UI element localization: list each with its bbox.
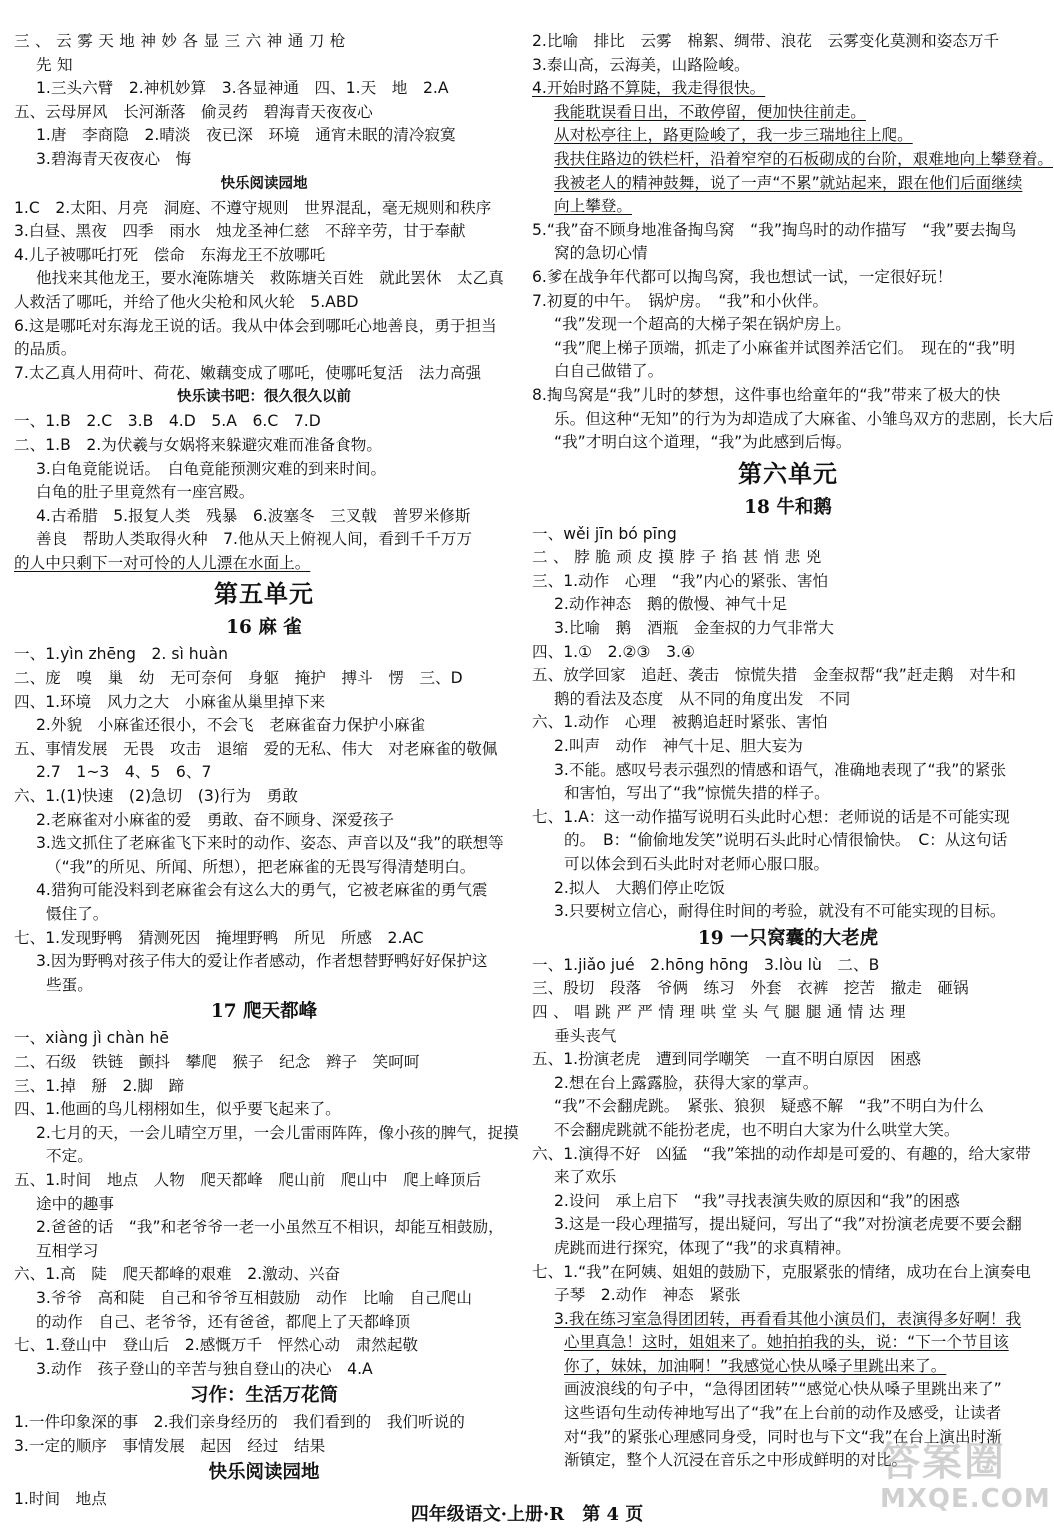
- answer-line: “我”不会翻虎跳。 紧张、狼狈 疑惑不解 “我”不明白为什么: [554, 1097, 984, 1116]
- answer-line: 五、事情发展 无畏 攻击 退缩 爱的无私、伟大 对老麻雀的敬佩: [14, 739, 498, 758]
- answer-line: 乐。但这种“无知”的行为为却造成了大麻雀、小雏鸟双方的悲剧，长大后: [554, 409, 1054, 428]
- answer-line: 向上攀登。: [554, 197, 632, 216]
- answer-line: 三、云雾天地神妙各显三六神通刀枪: [14, 32, 351, 50]
- answer-line: 7.太乙真人用荷叶、荷花、嫩藕变成了哪吒，使哪吒复活 法力高强: [14, 363, 482, 382]
- answer-line: 4.猎狗可能没料到老麻雀会有这么大的勇气，它被老麻雀的勇气震: [36, 881, 488, 900]
- answer-line: 2.设问 承上启下 “我”寻找表演失败的原因和“我”的困惑: [554, 1191, 960, 1210]
- answer-line: 8.掏鸟窝是“我”儿时的梦想，这件事也给童年的“我”带来了极大的快: [532, 385, 1001, 404]
- section-heading: 快乐阅读园地: [220, 175, 308, 192]
- answer-line: 二、庞 嗅 巢 幼 无可奈何 身躯 掩护 搏斗 愣 三、D: [14, 669, 463, 688]
- answer-line: 三、1.动作 心理 “我”内心的紧张、害怕: [532, 571, 829, 590]
- answer-line: 的动作 自己、老爷爷，还有爸爸，都爬上了天都峰顶: [36, 1312, 411, 1331]
- answer-line: 子琴 2.动作 神态 紧张: [554, 1286, 741, 1305]
- answer-line: 善良 帮助人类取得火种 7.他从天上俯视人间，看到千千万万: [36, 530, 472, 549]
- answer-line: 不会翻虎跳就不能扮老虎，也不明白大家为什么哄堂大笑。: [554, 1120, 960, 1139]
- answer-line: 2.拟人 大鹅们停止吃饭: [554, 878, 725, 897]
- answer-line: 七、1.登山中 登山后 2.感慨万千 怦然心动 肃然起敬: [14, 1336, 419, 1355]
- answer-line: 来了欢乐: [554, 1168, 617, 1187]
- left-column: [14, 30, 519, 1512]
- answer-line: 六、1.演得不好 凶猛 “我”笨拙的动作却是可爱的、有趣的，给大家带: [532, 1144, 1031, 1163]
- answer-line: 慑住了。: [46, 905, 109, 923]
- answer-line: 渐镇定，整个人沉浸在音乐之中形成鲜明的对比。: [564, 1451, 908, 1470]
- answer-line: 3.碧海青天夜夜心 悔: [36, 149, 192, 168]
- answer-line: 2.比喻 排比 云雾 棉絮、绸带、浪花 云雾变化莫测和姿态万千: [532, 32, 1000, 50]
- lesson-heading: 17 爬天都峰: [210, 1001, 318, 1023]
- unit-heading: 第六单元: [738, 458, 838, 488]
- answer-line: 一、wěi jīn bó pīng: [532, 524, 677, 543]
- answer-line: 3.比喻 鹅 酒瓶 金奎叔的力气非常大: [554, 619, 834, 638]
- answer-line: 2.七月的天，一会儿晴空万里，一会儿雷雨阵阵，像小孩的脾气，捉摸: [36, 1123, 519, 1142]
- answer-line: 二、脖脆顽皮摸脖子掐甚悄悲兇: [532, 548, 827, 567]
- answer-line: 不定。: [46, 1147, 93, 1166]
- answer-line: 六、1.(1)快速 (2)急切 (3)行为 勇敢: [14, 787, 298, 806]
- answer-line: 的品质。: [14, 340, 77, 359]
- answer-line: 2.爸爸的话 “我”和老爷爷一老一小虽然互不相识，却能互相鼓励，: [36, 1218, 504, 1237]
- answer-line: 先知: [36, 55, 79, 74]
- answer-line: 2.叫声 动作 神气十足、胆大妄为: [554, 737, 803, 756]
- answer-line: 五、云母屏风 长河渐落 偷灵药 碧海青天夜夜心: [14, 102, 373, 121]
- answer-line: 4.古希腊 5.报复人类 残暴 6.波塞冬 三叉戟 普罗米修斯: [36, 506, 471, 525]
- answer-line: 的人中只剩下一对可怜的人儿漂在水面上。: [14, 553, 311, 572]
- answer-line: 四、1.① 2.②③ 3.④: [532, 642, 695, 661]
- answer-line: 垂头丧气: [554, 1026, 617, 1045]
- answer-line: “我”发现一个超高的大梯子架在锅炉房上。: [554, 315, 851, 334]
- answer-line: 和害怕，写出了“我”惊慌失措的样子。: [564, 784, 830, 803]
- answer-line: 二、1.B 2.为伏羲与女娲将来躲避灾难而准备食物。: [14, 435, 382, 454]
- answer-line: 3.只要树立信心，耐得住时间的考验，就没有不可能实现的目标。: [554, 902, 1006, 921]
- watermark-title: 答案圈: [880, 1439, 1006, 1485]
- watermark-stamp: [880, 1439, 1051, 1530]
- answer-line: 3.白昼、黑夜 四季 雨水 烛龙圣神仁慈 不辞辛劳，甘于奉献: [14, 222, 466, 241]
- answer-line: 这些语句生动传神地写出了“我”在上台前的动作及感受，让读者: [564, 1404, 1002, 1423]
- answer-line: 3.因为野鸭对孩子伟大的爱让作者感动，作者想替野鸭好好保护这: [36, 952, 488, 971]
- answer-line: 2.动作神态 鹅的傲慢、神气十足: [554, 595, 788, 614]
- answer-line: 画波浪线的句子中，“急得团团转”“感觉心快从嗓子里跳出来了”: [564, 1380, 1002, 1399]
- answer-line: 可以体会到石头此时对老师心服口服。: [564, 855, 830, 873]
- answer-line: 2.想在台上露露脸，获得大家的掌声。: [554, 1073, 819, 1092]
- answer-line: 人救活了哪吒，并给了他火尖枪和风火轮 5.ABD: [14, 292, 359, 311]
- answer-line: 1.三头六臂 2.神机妙算 3.各显神通 四、1.天 地 2.A: [36, 79, 449, 98]
- answer-line: 鹅的看法及态度 从不同的角度出发 不同: [554, 689, 851, 708]
- answer-line: 他找来其他龙王，要水淹陈塘关 救陈塘关百姓 就此罢休 太乙真: [36, 269, 504, 288]
- answer-line: 5.“我”奋不顾身地准备掏鸟窝 “我”掏鸟时的动作描写 “我”要去掏鸟: [532, 220, 1017, 239]
- answer-line: 七、1.“我”在阿姨、姐姐的鼓励下，克服紧张的情绪，成功在台上演奏电: [532, 1262, 1031, 1281]
- lesson-heading: 18 牛和鹅: [744, 496, 832, 518]
- answer-line: 4.开始时路不算陡，我走得很快。: [532, 79, 766, 98]
- answer-line: 白龟的肚子里竟然有一座宫殿。: [36, 483, 255, 502]
- answer-line: 3.不能。感叹号表示强烈的情感和语气，准确地表现了“我”的紧张: [554, 760, 1007, 779]
- answer-line: 四、1.他画的鸟儿栩栩如生，似乎要飞起来了。: [14, 1100, 341, 1119]
- answer-line: 二、石级 铁链 颤抖 攀爬 猴子 纪念 辫子 笑呵呵: [14, 1052, 420, 1071]
- answer-line: 1.唐 李商隐 2.晴淡 夜已深 环境 通宵未眠的清冷寂寞: [36, 126, 456, 145]
- answer-line: 四、1.环境 风力之大 小麻雀从巢里掉下来: [14, 692, 326, 711]
- answer-line: 我扶住路边的铁栏杆，沿着窄窄的石板砌成的台阶，艰难地向上攀登着。: [554, 149, 1054, 168]
- answer-line: 2.外貌 小麻雀还很小，不会飞 老麻雀奋力保护小麻雀: [36, 716, 426, 735]
- answer-line: 一、xiàng jì chàn hē: [14, 1029, 169, 1048]
- answer-line: 3.爷爷 高和陡 自己和爷爷互相鼓励 动作 比喻 自己爬山: [36, 1288, 472, 1307]
- answer-line: 的。 B：“偷偷地发笑”说明石头此时心情很愉快。 C：从这句话: [564, 831, 1008, 850]
- answer-line: 四、唱跳严严情理哄堂头气腿腿通情达理: [532, 1002, 911, 1021]
- answer-line: 虎跳而进行探究，体现了“我”的求真精神。: [554, 1238, 851, 1257]
- lesson-heading: 16 麻 雀: [226, 617, 302, 639]
- answer-line: 心里真急！这时，姐姐来了。她拍拍我的头，说：“下一个节目该: [564, 1333, 1009, 1352]
- answer-line: 我被老人的精神鼓舞，说了一声“不累”就站起来，跟在他们后面继续: [554, 173, 1023, 192]
- lesson-heading: 快乐阅读园地: [208, 1462, 320, 1484]
- answer-line: 七、1.A：这一动作描写说明石头此时心想：老师说的话是不可能实现: [532, 807, 1010, 826]
- answer-line: 2.老麻雀对小麻雀的爱 勇敢、奋不顾身、深爱孩子: [36, 810, 394, 829]
- answer-line: 6.这是哪吒对东海龙王说的话。我从中体会到哪吒心地善良，勇于担当: [14, 316, 497, 335]
- answer-line: 途中的趣事: [36, 1194, 114, 1213]
- answer-line: “我”爬上梯子顶端，抓走了小麻雀并试图养活它们。 现在的“我”明: [554, 338, 1016, 357]
- answer-line: 七、1.发现野鸭 猜测死因 掩埋野鸭 所见 所感 2.AC: [14, 928, 424, 947]
- answer-line: 六、1.动作 心理 被鹅追赶时紧张、害怕: [532, 713, 828, 732]
- answer-line: 从对松亭往上，路更险峻了，我一步三瑞地往上爬。: [554, 126, 913, 145]
- answer-line: 3.这是一段心理描写，提出疑问，写出了“我”对扮演老虎要不要会翻: [554, 1215, 1022, 1234]
- answer-line: （“我”的所见、所闻、所想），把老麻雀的无畏写得清楚明白。: [46, 857, 476, 876]
- answer-line: 白自己做错了。: [554, 362, 664, 381]
- lesson-heading: 19 一只窝囊的大老虎: [697, 927, 879, 949]
- answer-line: 3.泰山高，云海美，山路险峻。: [532, 55, 750, 74]
- answer-line: 3.一定的顺序 事情发展 起因 经过 结果: [14, 1436, 326, 1455]
- answer-line: 1.C 2.太阳、月亮 洞庭、不遵守规则 世界混乱，毫无规则和秩序: [14, 198, 492, 217]
- answer-line: 3.我在练习室急得团团转，再看看其他小演员们，表演得多好啊！我: [554, 1309, 1022, 1328]
- answer-line: 1.时间 地点: [14, 1490, 107, 1509]
- answer-line: 一、1.yìn zhēng 2. sì huàn: [14, 645, 228, 664]
- answer-line: 一、1.B 2.C 3.B 4.D 5.A 6.C 7.D: [14, 412, 321, 431]
- answer-line: 1.一件印象深的事 2.我们亲身经历的 我们看到的 我们听说的: [14, 1413, 465, 1432]
- answer-line: 三、殷切 段落 爷俩 练习 外套 衣裤 挖苦 撤走 砸锅: [532, 979, 969, 998]
- answer-line: “我”才明白这个道理，“我”为此感到后悔。: [554, 433, 852, 452]
- answer-line: 互相学习: [36, 1241, 99, 1260]
- answer-line: 一、1.jiǎo jué 2.hōng hōng 3.lòu lù 二、B: [532, 955, 880, 974]
- section-heading: 快乐读书吧：很久很久以前: [177, 389, 351, 406]
- answer-line: 窝的急切心情: [554, 244, 648, 263]
- answer-line: 4.儿子被哪吒打死 偿命 东海龙王不放哪吒: [14, 245, 326, 264]
- watermark-url: MXQE.COM: [880, 1484, 1051, 1514]
- answer-line: 对“我”的紧张心理感同身受，同时也与下文“我”在台上演出时渐: [564, 1427, 1002, 1446]
- page-footer: 四年级语文·上册·R 第 4 页: [410, 1504, 644, 1525]
- answer-line: 五、放学回家 追赶、袭击 惊慌失措 金奎叔帮“我”赶走鹅 对牛和: [532, 666, 1016, 685]
- answer-line: 3.动作 孩子登山的辛苦与独自登山的决心 4.A: [36, 1359, 373, 1378]
- answer-line: 3.白龟竟能说话。 白龟竟能预测灾难的到来时间。: [36, 459, 387, 478]
- answer-line: 2.7 1~3 4、5 6、7: [36, 763, 212, 782]
- answer-line: 三、1.掉 掰 2.脚 蹄: [14, 1076, 185, 1095]
- answer-line: 3.选文抓住了老麻雀飞下来时的动作、姿态、声音以及“我”的联想等: [36, 834, 504, 853]
- answer-line: 五、1.扮演老虎 遭到同学嘲笑 一直不明白原因 困惑: [532, 1050, 922, 1069]
- unit-heading: 第五单元: [214, 579, 314, 609]
- lesson-heading: 习作：生活万花筒: [189, 1385, 338, 1407]
- answer-line: 6.爹在战争年代都可以掏鸟窝，我也想试一试，一定很好玩！: [532, 267, 953, 286]
- answer-line: 7.初夏的中午。 锅炉房。 “我”和小伙伴。: [532, 291, 829, 310]
- answer-line: 五、1.时间 地点 人物 爬天都峰 爬山前 爬山中 爬上峰顶后: [14, 1170, 482, 1189]
- answer-line: 我能耽误看日出，不敢停留，便加快往前走。: [554, 102, 866, 121]
- answer-line: 些蛋。: [46, 975, 93, 994]
- answer-line: 你了，妹妹，加油啊！”我感觉心快从嗓子里跳出来了。: [564, 1356, 947, 1375]
- answer-line: 六、1.高 陡 爬天都峰的艰难 2.激动、兴奋: [14, 1265, 341, 1284]
- right-column: [532, 30, 1054, 1473]
